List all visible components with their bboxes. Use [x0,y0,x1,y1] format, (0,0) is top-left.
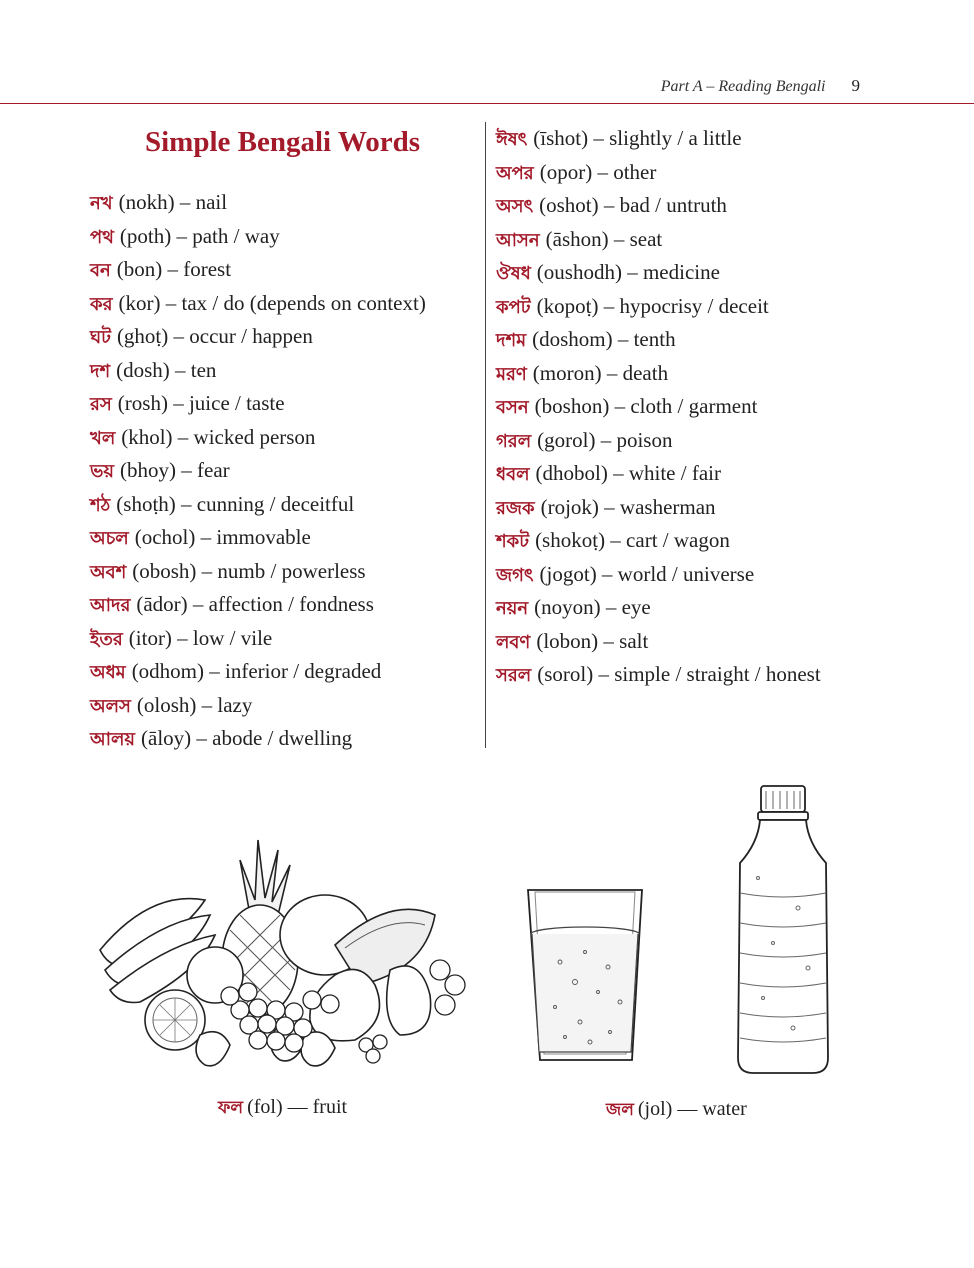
list-item [496,323,821,357]
fruit-illustration [90,820,480,1090]
header-rule [0,103,974,104]
word-gloss: (shoṭh) – cunning / deceitful [116,491,355,516]
list-item [496,591,821,625]
list-item [90,588,426,622]
bengali-word: মরণ [496,363,527,385]
word-gloss: (rosh) – juice / taste [117,391,285,415]
list-item [496,290,821,324]
bengali-word: খল [90,427,116,449]
list-item [496,424,821,458]
bengali-word: বসন [496,397,529,418]
list-item [496,558,821,592]
bengali-word: ফল [218,1098,244,1118]
list-item [496,457,821,491]
bengali-word: রজক [496,497,535,519]
caption-gloss: (fol) — fruit [247,1096,348,1118]
bengali-word: আসন [496,229,540,251]
list-item [90,555,426,589]
word-gloss: (dosh) – ten [116,357,217,382]
word-gloss: (kopoṭ) – hypocrisy / deceit [536,293,769,318]
bengali-word: অলস [90,695,131,717]
water-caption [606,1097,747,1125]
bengali-word: ঔষধ [496,263,531,284]
bengali-word: আদর [90,595,131,616]
list-item [90,488,426,522]
bengali-word: ধবল [496,464,530,485]
bengali-word: নয়ন [496,598,529,619]
list-item [496,256,821,290]
word-gloss: (āloy) – abode / dwelling [141,726,353,750]
bengali-word: ঈষৎ [496,129,528,150]
bengali-word: কর [90,293,113,315]
list-item [90,354,426,388]
word-gloss: (itor) – low / vile [128,625,273,650]
running-header [0,76,860,96]
word-gloss: (ghoṭ) – occur / happen [116,324,313,348]
bengali-word: আলয় [90,729,136,750]
list-item [496,223,821,257]
list-item [90,220,426,254]
bengali-word: বন [90,260,111,281]
word-gloss: (lobon) – salt [536,628,649,653]
list-item [496,357,821,391]
bengali-word: জগৎ [496,564,534,586]
bengali-word: অপর [496,162,534,184]
water-bottle-illustration [728,783,838,1078]
word-gloss: (olosh) – lazy [136,692,253,717]
word-gloss: (jogot) – world / universe [539,561,755,586]
bengali-word: পথ [90,226,114,248]
bengali-word: অচল [90,528,129,549]
list-item [90,320,426,354]
bengali-word: অবশ [90,561,127,583]
word-gloss: (noyon) – eye [534,595,651,619]
list-item [90,421,426,455]
list-item [90,454,426,488]
list-item [90,689,426,723]
list-item [90,521,426,555]
word-gloss: (moron) – death [532,360,669,385]
word-gloss: (ādor) – affection / fondness [136,592,374,616]
page-number: 9 [851,76,860,95]
bengali-word: দশ [90,360,111,382]
bengali-word: দশম [496,330,527,351]
list-item [90,655,426,689]
word-gloss: (odhom) – inferior / degraded [131,659,382,683]
list-item [496,122,821,156]
word-gloss: (kor) – tax / do (depends on context) [118,290,426,315]
bengali-word: ঘট [90,327,111,348]
bengali-word: শকট [496,531,530,552]
list-item [496,625,821,659]
word-gloss: (bhoy) – fear [120,458,230,482]
word-gloss: (bon) – forest [116,257,232,281]
word-gloss: (nokh) – nail [118,190,228,214]
list-item [496,524,821,558]
bengali-word: অধম [90,662,126,683]
glass-of-water-illustration [520,882,650,1072]
list-item [90,253,426,287]
list-item [496,189,821,223]
word-gloss: (āshon) – seat [545,226,663,251]
list-item [496,658,821,692]
bengali-word: সরল [496,665,532,686]
word-gloss: (boshon) – cloth / garment [534,394,758,418]
bengali-word: লবণ [496,631,531,653]
word-gloss: (oshot) – bad / untruth [539,193,727,217]
bengali-word: নখ [90,193,113,214]
list-item [90,722,426,756]
word-gloss: (sorol) – simple / straight / honest [537,662,821,686]
word-gloss: (ochol) – immovable [134,525,311,549]
bengali-word: শঠ [90,494,111,516]
word-gloss: (poth) – path / way [119,223,280,248]
list-item [496,156,821,190]
list-item [90,622,426,656]
bengali-word: গরল [496,430,532,452]
word-gloss: (opor) – other [539,159,657,184]
fruit-caption [218,1095,347,1123]
bengali-word: অসৎ [496,196,534,217]
bengali-word: ভয় [90,461,115,482]
word-gloss: (oushodh) – medicine [536,260,720,284]
bengali-word: ইতর [90,628,123,650]
word-gloss: (obosh) – numb / powerless [132,558,366,583]
list-item [90,287,426,321]
caption-gloss: (jol) — water [637,1098,747,1120]
word-gloss: (rojok) – washerman [540,494,716,519]
bengali-word: রস [90,394,112,415]
word-gloss: (gorol) – poison [537,427,673,452]
word-gloss: (īshot) – slightly / a little [533,126,742,150]
word-list-right [496,122,821,692]
header-section-title: Part A – Reading Bengali [660,78,826,95]
word-gloss: (shokoṭ) – cart / wagon [535,528,730,552]
list-item [90,387,426,421]
list-item [90,186,426,220]
bengali-word: জল [606,1100,634,1120]
bengali-word: কপট [496,296,531,318]
list-item [496,390,821,424]
word-gloss: (doshom) – tenth [532,327,676,351]
column-divider [485,122,486,748]
word-gloss: (khol) – wicked person [121,424,316,449]
page-title: Simple Bengali Words [144,126,421,158]
word-gloss: (dhobol) – white / fair [535,461,721,485]
list-item [496,491,821,525]
word-list-left [90,186,426,756]
